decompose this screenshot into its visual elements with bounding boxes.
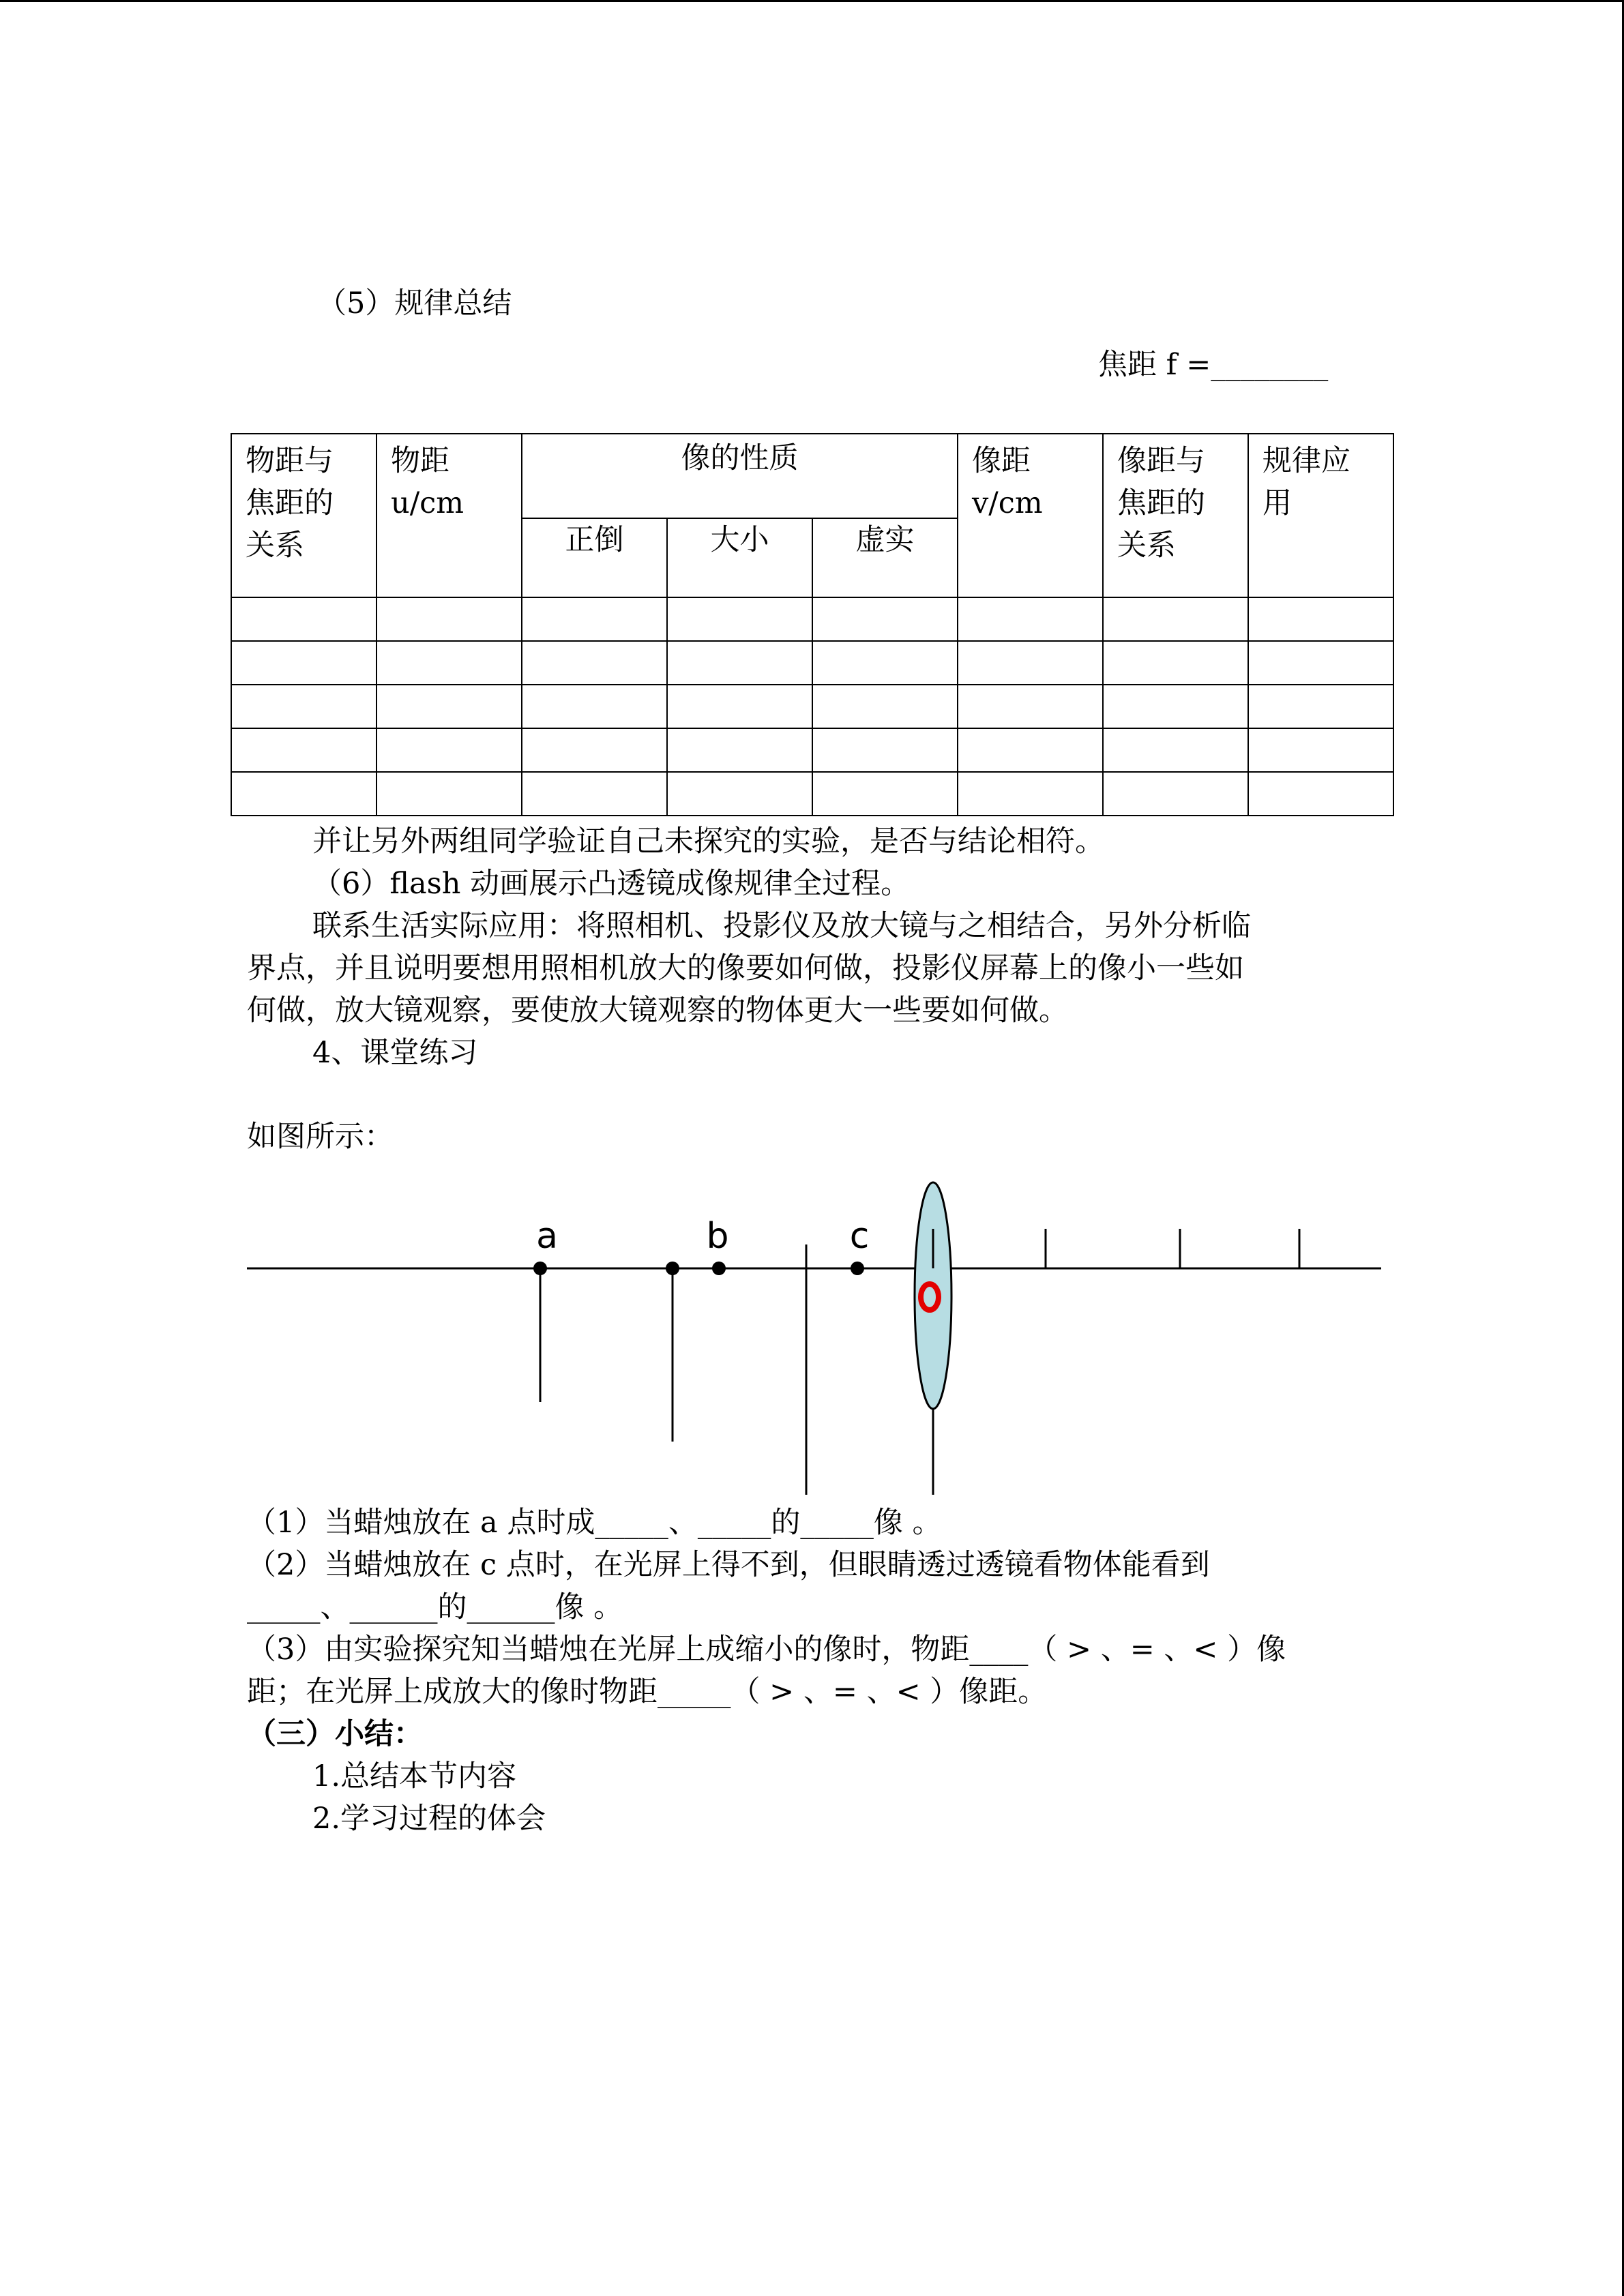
table-cell[interactable] bbox=[231, 597, 377, 641]
table-cell[interactable] bbox=[522, 685, 667, 728]
table-cell[interactable] bbox=[667, 728, 812, 772]
page-top-border bbox=[0, 0, 1624, 2]
table-cell[interactable] bbox=[812, 641, 958, 685]
label-c: c bbox=[849, 1216, 870, 1257]
summary-item-2: 2.学习过程的体会 bbox=[312, 1802, 546, 1836]
header-object-focal-relation: 物距与焦距的关系 bbox=[231, 434, 377, 597]
paragraph-application-2: 界点，并且说明要想用照相机放大的像要如何做，投影仪屏幕上的像小一些如 bbox=[247, 951, 1244, 985]
table-cell[interactable] bbox=[377, 641, 522, 685]
lens-diagram bbox=[0, 1146, 1624, 1500]
header-image-focal-relation: 像距与焦距的关系 bbox=[1103, 434, 1248, 597]
table-cell[interactable] bbox=[958, 728, 1103, 772]
focal-length-label: 焦距 f =________ bbox=[1098, 348, 1329, 382]
table-cell[interactable] bbox=[667, 685, 812, 728]
table-cell[interactable] bbox=[377, 728, 522, 772]
table-cell[interactable] bbox=[1248, 597, 1393, 641]
table-cell[interactable] bbox=[1103, 641, 1248, 685]
table-cell[interactable] bbox=[1103, 597, 1248, 641]
table-cell[interactable] bbox=[812, 728, 958, 772]
table-cell[interactable] bbox=[522, 728, 667, 772]
table-cell[interactable] bbox=[522, 641, 667, 685]
table-cell[interactable] bbox=[377, 597, 522, 641]
table-cell[interactable] bbox=[1248, 728, 1393, 772]
table-cell[interactable] bbox=[958, 772, 1103, 816]
table-cell[interactable] bbox=[377, 685, 522, 728]
point-b-dot bbox=[712, 1262, 726, 1275]
header-rule-application: 规律应用 bbox=[1248, 434, 1393, 597]
table-cell[interactable] bbox=[1248, 772, 1393, 816]
summary-table bbox=[231, 433, 1394, 816]
question-2-line-1: （2）当蜡烛放在 c 点时，在光屏上得不到，但眼睛透过透镜看物体能看到 bbox=[247, 1548, 1210, 1582]
table-row bbox=[231, 597, 1393, 641]
question-3-line-2: 距；在光屏上成放大的像时物距_____（ > 、= 、< ）像距。 bbox=[247, 1675, 1048, 1709]
table-row bbox=[231, 685, 1393, 728]
table-cell[interactable] bbox=[231, 728, 377, 772]
label-b: b bbox=[706, 1216, 729, 1257]
table-cell[interactable] bbox=[667, 641, 812, 685]
table-cell[interactable] bbox=[1248, 685, 1393, 728]
table-row bbox=[231, 728, 1393, 772]
table-cell[interactable] bbox=[1103, 685, 1248, 728]
point-2f-dot bbox=[666, 1262, 679, 1275]
paragraph-application-3: 何做，放大镜观察，要使放大镜观察的物体更大一些要如何做。 bbox=[247, 994, 1068, 1028]
table-cell[interactable] bbox=[812, 597, 958, 641]
table-row bbox=[231, 772, 1393, 816]
table-cell[interactable] bbox=[1103, 728, 1248, 772]
question-1: （1）当蜡烛放在 a 点时成_____、_____的_____像 。 bbox=[247, 1506, 942, 1540]
table-cell[interactable] bbox=[231, 685, 377, 728]
header-image-distance: 像距v/cm bbox=[958, 434, 1103, 597]
table-cell[interactable] bbox=[1248, 641, 1393, 685]
paragraph-flash: （6）flash 动画展示凸透镜成像规律全过程。 bbox=[312, 867, 911, 901]
table-cell[interactable] bbox=[522, 597, 667, 641]
point-c-dot bbox=[851, 1262, 864, 1275]
label-a: a bbox=[536, 1216, 558, 1257]
table-cell[interactable] bbox=[812, 685, 958, 728]
table-cell[interactable] bbox=[231, 772, 377, 816]
header-real-virtual: 虚实 bbox=[812, 518, 958, 597]
header-size: 大小 bbox=[667, 518, 812, 597]
question-3-line-1: （3）由实验探究知当蜡烛在光屏上成缩小的像时，物距____（ > 、= 、< ）像 bbox=[247, 1632, 1286, 1667]
summary-title: （三）小结： bbox=[247, 1717, 423, 1751]
table-cell[interactable] bbox=[377, 772, 522, 816]
table-cell[interactable] bbox=[667, 597, 812, 641]
table-cell[interactable] bbox=[958, 597, 1103, 641]
table-cell[interactable] bbox=[522, 772, 667, 816]
table-row bbox=[231, 641, 1393, 685]
table-cell[interactable] bbox=[1103, 772, 1248, 816]
header-orientation: 正倒 bbox=[522, 518, 667, 597]
point-a-dot bbox=[533, 1262, 547, 1275]
header-image-properties: 像的性质 bbox=[522, 434, 958, 518]
summary-item-1: 1.总结本节内容 bbox=[312, 1759, 517, 1793]
paragraph-application-1: 联系生活实际应用：将照相机、投影仪及放大镜与之相结合，另外分析临 bbox=[312, 909, 1251, 943]
table-cell[interactable] bbox=[231, 641, 377, 685]
table-cell[interactable] bbox=[958, 641, 1103, 685]
header-object-distance: 物距u/cm bbox=[377, 434, 522, 597]
table-cell[interactable] bbox=[667, 772, 812, 816]
section-5-title: （5）规律总结 bbox=[317, 286, 512, 320]
table-cell[interactable] bbox=[958, 685, 1103, 728]
question-2-line-2: _____、______的______像 。 bbox=[247, 1590, 623, 1624]
table-cell[interactable] bbox=[812, 772, 958, 816]
paragraph-verify: 并让另外两组同学验证自己未探究的实验，是否与结论相符。 bbox=[312, 824, 1104, 859]
figure-intro: 如图所示： bbox=[247, 1120, 394, 1154]
section-4-title: 4、课堂练习 bbox=[312, 1036, 478, 1070]
